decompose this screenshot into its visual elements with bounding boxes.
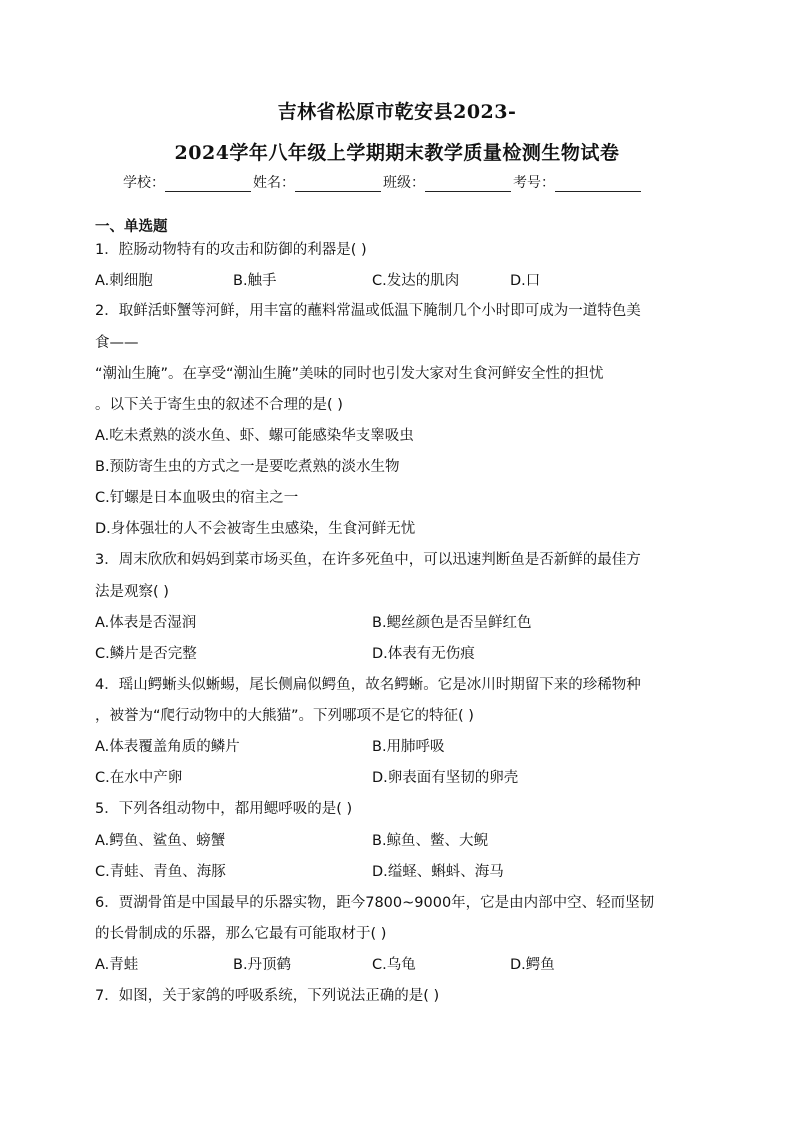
- name-label: 姓名：: [253, 175, 295, 191]
- school-label: 学校：: [123, 175, 165, 191]
- class-blank[interactable]: [425, 177, 511, 192]
- question-3-option-b[interactable]: B.鳃丝颜色是否呈鲜红色: [372, 615, 532, 631]
- question-1-option-c[interactable]: C.发达的肌肉: [372, 273, 460, 289]
- question-6-option-c[interactable]: C.乌龟: [372, 957, 416, 973]
- question-4-stem-line-2: ，被誉为“爬行动物中的大熊猫”。下列哪项不是它的特征( ): [95, 708, 474, 724]
- question-5-option-b[interactable]: B.鲸鱼、鳖、大鲵: [372, 833, 489, 849]
- question-2-stem-line-1: 2．取鲜活虾蟹等河鲜，用丰富的蘸料常温或低温下腌制几个小时即可成为一道特色美: [95, 303, 641, 319]
- question-4-option-d[interactable]: D.卵表面有坚韧的卵壳: [372, 770, 519, 786]
- question-1-option-d[interactable]: D.口: [510, 273, 541, 289]
- question-7-stem: 7．如图，关于家鸽的呼吸系统，下列说法正确的是( ): [95, 988, 440, 1004]
- school-field: [123, 172, 253, 192]
- section-title: 一、单选题: [95, 219, 168, 235]
- question-1-stem: 1．腔肠动物特有的攻击和防御的利器是( ): [95, 242, 367, 258]
- question-5-stem: 5．下列各组动物中，都用鳃呼吸的是( ): [95, 801, 353, 817]
- question-4-option-c[interactable]: C.在水中产卵: [95, 770, 183, 786]
- question-6-option-b[interactable]: B.丹顶鹤: [233, 957, 292, 973]
- question-2-option-a[interactable]: A.吃未煮熟的淡水鱼、虾、螺可能感染华支睾吸虫: [95, 428, 414, 444]
- question-3-stem-line-1: 3．周末欣欣和妈妈到菜市场买鱼，在许多死鱼中，可以迅速判断鱼是否新鲜的最佳方: [95, 552, 641, 568]
- question-6-stem-line-1: 6．贾湖骨笛是中国最早的乐器实物，距今7800~9000年，它是由内部中空、轻而坚韧: [95, 895, 655, 911]
- question-5-option-c[interactable]: C.青蛙、青鱼、海豚: [95, 864, 226, 880]
- exam-number-blank[interactable]: [555, 177, 641, 192]
- question-6-stem-line-2: 的长骨制成的乐器，那么它最有可能取材于( ): [95, 926, 387, 942]
- question-2-stem-line-3: “潮汕生腌”。在享受“潮汕生腌”美味的同时也引发大家对生食河鲜安全性的担忧: [95, 366, 604, 382]
- class-label: 班级：: [383, 175, 425, 191]
- question-4-option-b[interactable]: B.用肺呼吸: [372, 739, 445, 755]
- name-blank[interactable]: [295, 177, 381, 192]
- question-3-stem-line-2: 法是观察( ): [95, 584, 169, 600]
- student-info-row: [123, 172, 683, 192]
- question-2-option-d[interactable]: D.身体强壮的人不会被寄生虫感染，生食河鲜无忧: [95, 521, 416, 537]
- question-5-option-d[interactable]: D.缢蛏、蝌蚪、海马: [372, 864, 504, 880]
- exam-title-line-2: 2024学年八年级上学期期末教学质量检测生物试卷: [174, 142, 620, 164]
- name-field: [253, 172, 383, 192]
- question-6-option-d[interactable]: D.鳄鱼: [510, 957, 555, 973]
- question-2-stem-line-4: 。以下关于寄生虫的叙述不合理的是( ): [95, 397, 343, 413]
- question-1-option-a[interactable]: A.刺细胞: [95, 273, 153, 289]
- question-4-stem-line-1: 4．瑶山鳄蜥头似蜥蜴，尾长侧扁似鳄鱼，故名鳄蜥。它是冰川时期留下来的珍稀物种: [95, 677, 641, 693]
- school-blank[interactable]: [165, 177, 251, 192]
- question-3-option-d[interactable]: D.体表有无伤痕: [372, 646, 475, 662]
- question-2-stem-line-2: 食——: [95, 335, 139, 351]
- question-1-option-b[interactable]: B.触手: [233, 273, 277, 289]
- exam-title-line-1: 吉林省松原市乾安县2023-: [277, 101, 517, 123]
- question-2-option-b[interactable]: B.预防寄生虫的方式之一是要吃煮熟的淡水生物: [95, 459, 400, 475]
- question-5-option-a[interactable]: A.鳄鱼、鲨鱼、螃蟹: [95, 833, 226, 849]
- class-field: [383, 172, 513, 192]
- question-4-option-a[interactable]: A.体表覆盖角质的鳞片: [95, 739, 240, 755]
- exam-number-field: [513, 172, 643, 192]
- question-6-option-a[interactable]: A.青蛙: [95, 957, 139, 973]
- question-3-option-c[interactable]: C.鳞片是否完整: [95, 646, 197, 662]
- question-3-option-a[interactable]: A.体表是否湿润: [95, 615, 197, 631]
- question-2-option-c[interactable]: C.钉螺是日本血吸虫的宿主之一: [95, 490, 299, 506]
- exam-number-label: 考号：: [513, 175, 555, 191]
